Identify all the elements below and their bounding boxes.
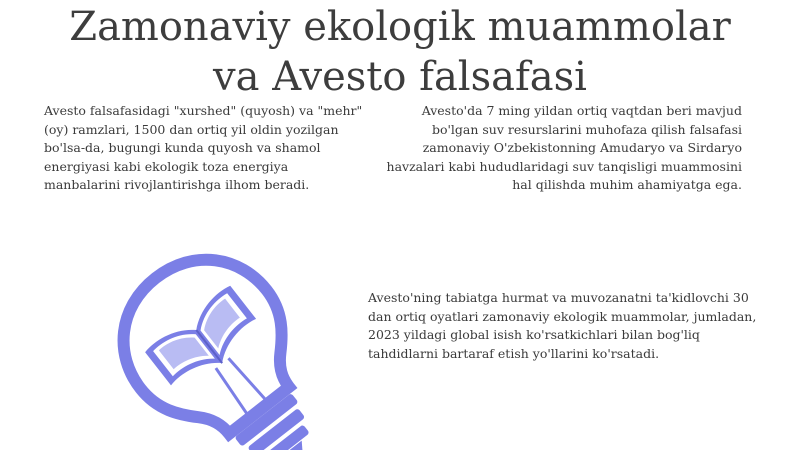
- page-title: [0, 2, 800, 102]
- title-line-1: Zamonaviy ekologik muammolar: [69, 4, 731, 50]
- paragraph-nature-respect: Avesto'ning tabiatga hurmat va muvozanatni ta'kidlovchi 30 dan ortiq oyatlari zamonaviy ekologik muammolar, jumladan, 2023 yildagi global isish ko'rsatkichlari bilan bog'liq tahdidlarni bartaraf etish yo'llarini ko'rsatadi.: [368, 290, 757, 361]
- paragraph-sun-moon-symbols: Avesto falsafasidagi "xurshed" (quyosh) va "mehr" (oy) ramzlari, 1500 dan ortiq yil oldin yozilgan bo'lsa-da, bugungi kunda quyosh va shamol energiyasi kabi ekologik toza energiya manbalarini rivojlantirishga ilhom beradi.: [44, 103, 363, 192]
- lightbulb-with-book-icon: [98, 250, 313, 450]
- paragraph-water-resources: Avesto'da 7 ming yildan ortiq vaqtdan beri mavjud bo'lgan suv resurslarini muhofaza qilish falsafasi zamonaviy O'zbekistonning Amudaryo va Sirdaryo havzalari kabi hududlaridagi suv tanqisligi muammosini hal qilishda muhim ahamiyatga ega.: [386, 103, 742, 192]
- title-line-2: va Avesto falsafasi: [213, 54, 587, 100]
